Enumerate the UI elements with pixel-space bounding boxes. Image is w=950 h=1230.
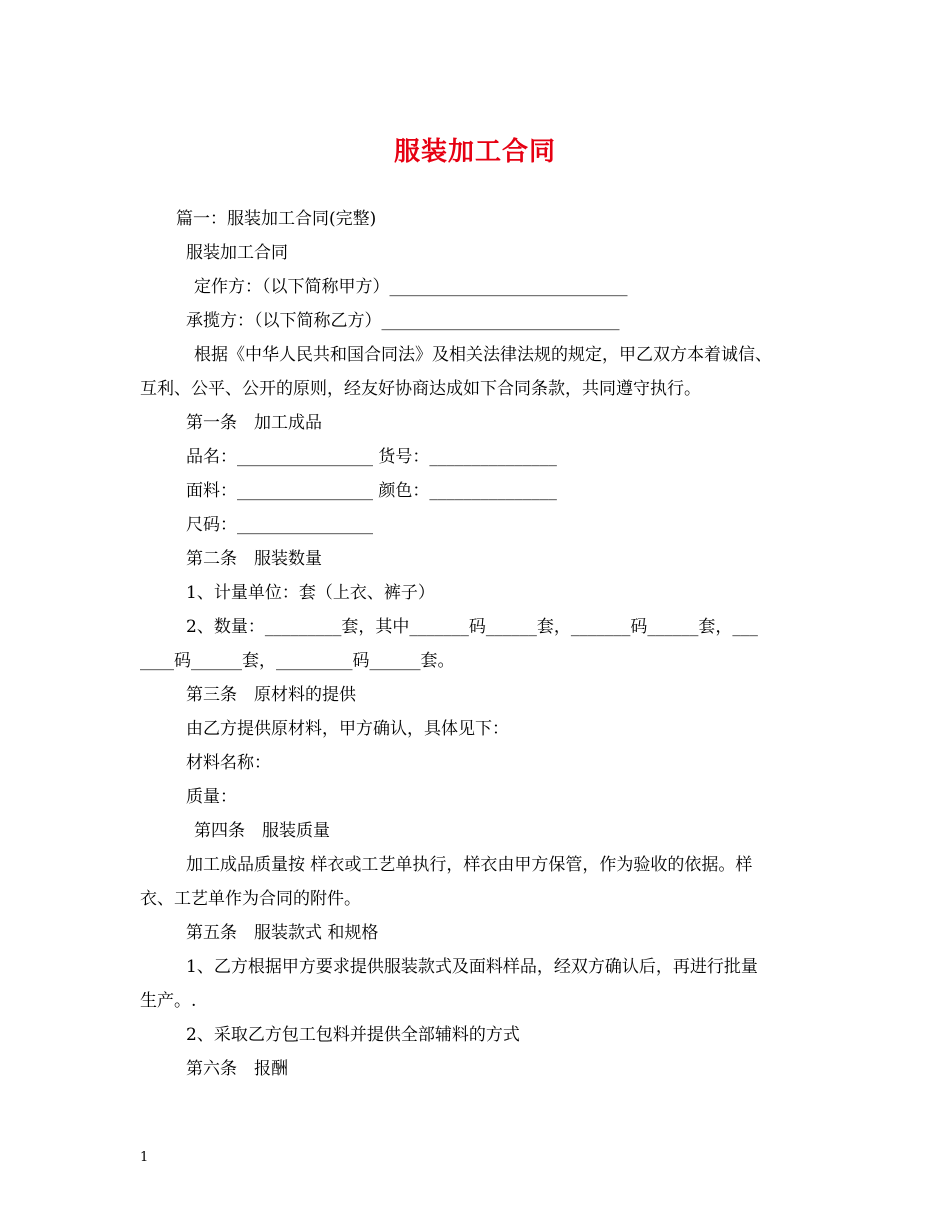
party-a-line: 定作方：（以下简称甲方）____________________________: [194, 277, 628, 297]
paragraph-line: 衣、工艺单作为合同的附件。: [140, 889, 361, 909]
paragraph-line: 2、采取乙方包工包料并提供全部辅料的方式: [186, 1025, 520, 1045]
paragraph-line: 2、数量：_________套，其中_______码______套，_______码______套，___: [186, 617, 758, 637]
article-heading: 第一条 加工成品: [186, 413, 322, 433]
paragraph-line: 生产。.: [140, 991, 197, 1011]
paragraph-line: ____码______套，_________码______套。: [140, 651, 455, 671]
paragraph-line: 由乙方提供原材料，甲方确认，具体见下：: [186, 719, 509, 739]
paragraph-line: 1、计量单位：套（上衣、裤子）: [186, 583, 435, 603]
section-heading: 篇一：服装加工合同(完整): [176, 209, 377, 229]
field-line: 质量：: [186, 787, 237, 807]
field-line: 面料：________________ 颜色：_______________: [186, 481, 557, 501]
article-heading: 第四条 服装质量: [194, 821, 330, 841]
article-heading: 第六条 报酬: [186, 1059, 288, 1079]
article-heading: 第二条 服装数量: [186, 549, 322, 569]
paragraph-line: 根据《中华人民共和国合同法》及相关法律法规的规定，甲乙双方本着诚信、: [194, 345, 772, 365]
article-heading: 第三条 原材料的提供: [186, 685, 356, 705]
article-heading: 第五条 服装款式 和规格: [186, 923, 379, 943]
field-line: 尺码：________________: [186, 515, 373, 535]
paragraph-line: 加工成品质量按 样衣或工艺单执行，样衣由甲方保管，作为验收的依据。样: [186, 855, 753, 875]
party-b-line: 承揽方：（以下简称乙方）____________________________: [186, 311, 620, 331]
page-number: 1: [140, 1150, 149, 1165]
field-line: 品名：________________ 货号：_______________: [186, 447, 557, 467]
document-title: 服装加工合同: [393, 137, 556, 167]
paragraph-line: 互利、公平、公开的原则，经友好协商达成如下合同条款，共同遵守执行。: [140, 379, 701, 399]
field-line: 材料名称：: [186, 753, 271, 773]
paragraph-line: 1、乙方根据甲方要求提供服装款式及面料样品，经双方确认后，再进行批量: [186, 957, 758, 977]
contract-subtitle: 服装加工合同: [186, 243, 288, 263]
